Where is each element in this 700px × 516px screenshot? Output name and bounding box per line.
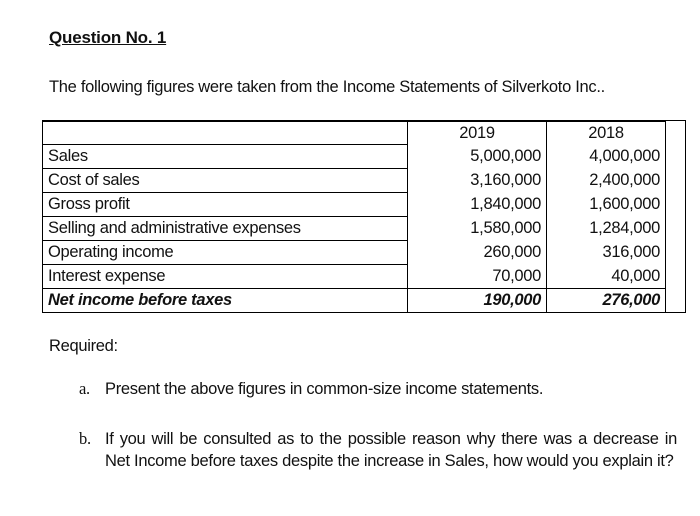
row-label: Cost of sales bbox=[43, 169, 408, 193]
value-2019: 3,160,000 bbox=[408, 169, 547, 193]
header-label-cell bbox=[43, 122, 408, 145]
income-statement-table bbox=[42, 121, 666, 313]
header-2018: 2018 bbox=[547, 122, 666, 145]
value-2019: 70,000 bbox=[408, 265, 547, 289]
total-label: Net income before taxes bbox=[43, 289, 408, 313]
value-2019: 1,840,000 bbox=[408, 193, 547, 217]
value-2019: 260,000 bbox=[408, 241, 547, 265]
item-marker: b. bbox=[79, 429, 91, 448]
item-text: If you will be consulted as to the possible reason why there was a decrease in Net Income before taxes despite the increase in Sales, how would you explain it? bbox=[105, 430, 677, 470]
header-2019: 2019 bbox=[408, 122, 547, 145]
table-row bbox=[43, 145, 666, 169]
table-row bbox=[43, 241, 666, 265]
row-label: Selling and administrative expenses bbox=[43, 217, 408, 241]
table-row bbox=[43, 265, 666, 289]
value-2019: 5,000,000 bbox=[408, 145, 547, 169]
total-2019: 190,000 bbox=[408, 289, 547, 313]
value-2018: 2,400,000 bbox=[547, 169, 666, 193]
question-heading: Question No. 1 bbox=[49, 28, 167, 47]
intro-text: The following figures were taken from the Income Statements of Silverkoto Inc.. bbox=[49, 78, 605, 96]
row-label: Interest expense bbox=[43, 265, 408, 289]
row-label: Gross profit bbox=[43, 193, 408, 217]
value-2018: 1,600,000 bbox=[547, 193, 666, 217]
table-row bbox=[43, 169, 666, 193]
item-text: Present the above figures in common-size income statements. bbox=[105, 380, 544, 398]
table-row bbox=[43, 193, 666, 217]
item-marker: a. bbox=[79, 379, 90, 398]
value-2018: 316,000 bbox=[547, 241, 666, 265]
required-label: Required: bbox=[49, 337, 118, 355]
value-2018: 40,000 bbox=[547, 265, 666, 289]
total-row bbox=[43, 289, 666, 313]
table-row bbox=[43, 217, 666, 241]
total-2018: 276,000 bbox=[547, 289, 666, 313]
row-label: Operating income bbox=[43, 241, 408, 265]
value-2018: 1,284,000 bbox=[547, 217, 666, 241]
value-2018: 4,000,000 bbox=[547, 145, 666, 169]
value-2019: 1,580,000 bbox=[408, 217, 547, 241]
row-label: Sales bbox=[43, 145, 408, 169]
table-header-row bbox=[43, 122, 666, 145]
